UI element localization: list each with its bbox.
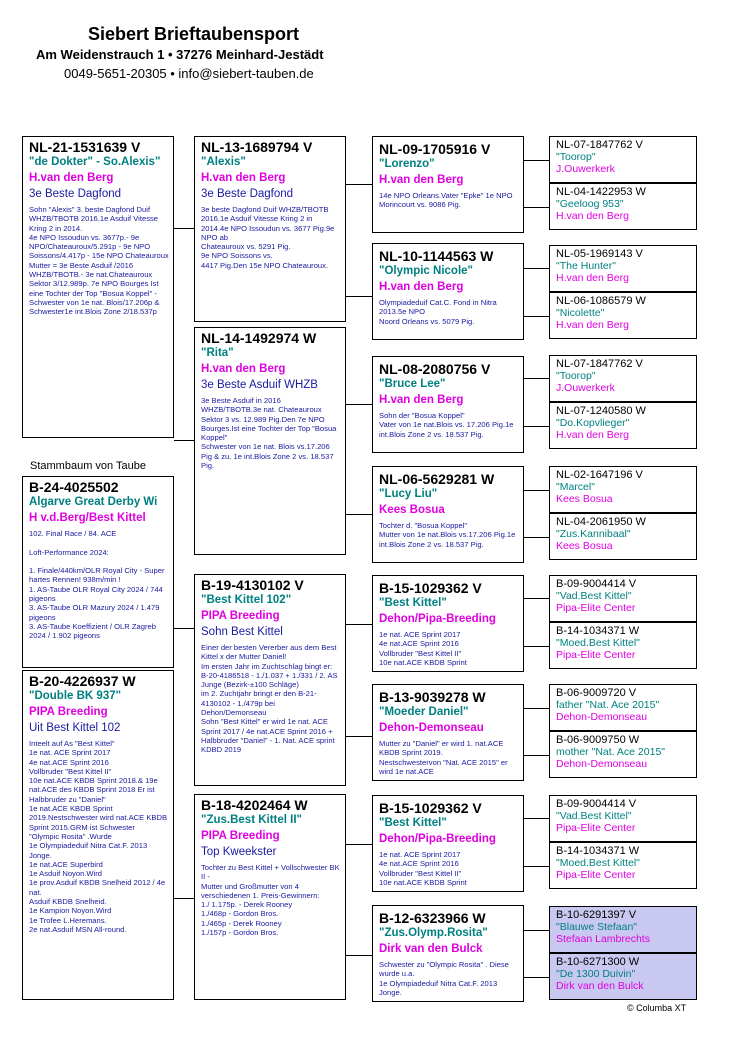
- g3-desc: Schwester zu "Olympic Rosita" . Diese wurde u.a. 1e Olympiadeduif Nitra Cat.F. 2013 Jonge.: [379, 960, 509, 997]
- g4-breeder: Pipa-Elite Center: [556, 822, 636, 834]
- g4-breeder: H.van den Berg: [556, 319, 629, 331]
- g4-name: "Zus.Kannibaal": [556, 528, 631, 540]
- mf-breeder: PIPA Breeding: [201, 610, 280, 622]
- g3-card-5[interactable]: [372, 575, 524, 672]
- g3-breeder: Dehon/Pipa-Breeding: [379, 833, 496, 845]
- subject-name: Algarve Great Derby Wi: [29, 496, 158, 508]
- g4-card-10[interactable]: [549, 622, 697, 669]
- g4-ring: NL-05-1969143 V: [556, 248, 643, 260]
- g3-name: "Zus.Olymp.Rosita": [379, 927, 488, 939]
- father-name: "de Dokter" - So.Alexis": [29, 156, 161, 168]
- g3-name: "Lorenzo": [379, 158, 435, 170]
- fm-name: "Rita": [201, 347, 234, 359]
- fm-subtitle: 3e Beste Asduif WHZB: [201, 379, 318, 391]
- g3-desc: 1e nat. ACE Sprint 2017 4e nat.ACE Sprint 2016 Vollbruder "Best Kittel II" 10e nat.ACE KBDB Sprint: [379, 850, 467, 887]
- g3-card-4[interactable]: [372, 466, 524, 563]
- connector: [524, 160, 549, 161]
- mm-name: "Zus.Best Kittel II": [201, 814, 303, 826]
- g4-ring: B-09-9004414 V: [556, 578, 637, 590]
- connector: [346, 404, 372, 405]
- connector: [524, 537, 549, 538]
- g4-card-15[interactable]: [549, 906, 697, 953]
- connector: [524, 866, 549, 867]
- g4-breeder: Dirk van den Bulck: [556, 980, 644, 992]
- g4-breeder: H.van den Berg: [556, 272, 629, 284]
- g3-ring: B-15-1029362 V: [379, 800, 482, 816]
- g3-desc: Tochter d. "Bosua Koppel" Mutter von 1e nat.Blois vs.17.206 Pig.1e int.Blois Zone 2 vs. 18.537 Pig.: [379, 521, 516, 549]
- g4-card-16[interactable]: [549, 953, 697, 1000]
- father-breeder: H.van den Berg: [29, 172, 114, 184]
- g4-breeder: J.Ouwerkerk: [556, 382, 615, 394]
- g4-card-4[interactable]: [549, 292, 697, 339]
- g3-breeder: H.van den Berg: [379, 174, 464, 186]
- g3-breeder: Dirk van den Bulck: [379, 943, 483, 955]
- g4-name: mother "Nat. Ace 2015": [556, 746, 666, 758]
- g4-ring: NL-02-1647196 V: [556, 469, 643, 481]
- g4-ring: B-09-9004414 V: [556, 798, 637, 810]
- g4-breeder: Stefaan Lambrechts: [556, 933, 650, 945]
- g4-card-5[interactable]: [549, 355, 697, 402]
- mm-ring: B-18-4202464 W: [201, 797, 308, 813]
- connector: [174, 898, 194, 899]
- g3-desc: 1e nat. ACE Sprint 2017 4e nat.ACE Sprint 2016 Vollbruder "Best Kittel II" 10e nat.ACE KBDB Sprint: [379, 630, 467, 667]
- g4-name: "Nicolette": [556, 307, 605, 319]
- g3-ring: NL-09-1705916 V: [379, 141, 491, 157]
- subject-description: 102. Final Race / 84. ACE Loft-Performance 2024: 1. Finale/440km/OLR Royal City - Super hartes Rennen! 938m/min ! 1. AS-Taube OLR Royal City 2024 / 744 pigeons 3. AS-Taube OLR Mazury 2024 / 1.479 pigeons 3. AS-Taube Koeffizient / OLR Zagreb 2024 / 1.902 pigeons: [29, 529, 165, 641]
- connector: [524, 426, 549, 427]
- g3-name: "Lucy Liu": [379, 488, 438, 500]
- ff-ring: NL-13-1689794 V: [201, 139, 313, 155]
- mm-card[interactable]: [194, 794, 346, 1000]
- mother-name: "Double BK 937": [29, 690, 122, 702]
- mother-ring: B-20-4226937 W: [29, 673, 136, 689]
- subject-ring: B-24-4025502: [29, 479, 119, 495]
- g3-ring: B-15-1029362 V: [379, 580, 482, 596]
- g3-card-7[interactable]: [372, 795, 524, 892]
- connector: [346, 296, 372, 297]
- g3-card-1[interactable]: [372, 136, 524, 233]
- g4-name: "Marcel": [556, 481, 595, 493]
- header-contact: 0049-5651-20305 • info@siebert-tauben.de: [64, 66, 314, 81]
- subject-breeder: H v.d.Berg/Best Kittel: [29, 512, 146, 524]
- mm-subtitle: Top Kweekster: [201, 846, 277, 858]
- g3-desc: Mutter zu "Daniel" er wird 1. nat.ACE KBDB Sprint 2019. Nestschwestervon "Nat. ACE 2015" er wird 1e nat.ACE: [379, 739, 508, 776]
- g4-name: "Toorop": [556, 151, 596, 163]
- g4-breeder: Kees Bosua: [556, 540, 613, 552]
- g4-ring: B-14-1034371 W: [556, 845, 640, 857]
- header-title: Siebert Brieftaubensport: [88, 24, 300, 44]
- g3-card-3[interactable]: [372, 356, 524, 453]
- mother-card[interactable]: [22, 670, 174, 1000]
- g4-ring: B-06-9009750 W: [556, 734, 640, 746]
- g4-ring: NL-07-1847762 V: [556, 139, 643, 151]
- g3-ring: B-12-6323966 W: [379, 910, 486, 926]
- stammbaum-label: Stammbaum von Taube: [30, 460, 146, 472]
- g4-name: "Blauwe Stefaan": [556, 921, 638, 933]
- g3-name: "Olympic Nicole": [379, 265, 473, 277]
- mf-subtitle: Sohn Best Kittel: [201, 626, 283, 638]
- g4-breeder: Pipa-Elite Center: [556, 602, 636, 614]
- g4-card-9[interactable]: [549, 575, 697, 622]
- father-subtitle: 3e Beste Dagfond: [29, 188, 122, 200]
- mf-name: "Best Kittel 102": [201, 594, 292, 606]
- connector: [524, 646, 549, 647]
- g3-breeder: H.van den Berg: [379, 281, 464, 293]
- connector: [524, 755, 549, 756]
- g4-name: "Vad.Best Kittel": [556, 810, 632, 822]
- g3-card-8[interactable]: [372, 905, 524, 1002]
- fm-card[interactable]: [194, 327, 346, 555]
- g4-ring: NL-06-1086579 W: [556, 295, 646, 307]
- fm-breeder: H.van den Berg: [201, 363, 286, 375]
- g4-card-2[interactable]: [549, 183, 697, 230]
- ff-subtitle: 3e Beste Dagfond: [201, 188, 294, 200]
- g4-card-8[interactable]: [549, 513, 697, 560]
- connector: [174, 228, 194, 229]
- copyright: © Columba XT: [627, 1003, 687, 1013]
- ff-card[interactable]: [194, 136, 346, 322]
- g3-ring: NL-08-2080756 V: [379, 361, 491, 377]
- mf-card[interactable]: [194, 574, 346, 786]
- mf-description: Einer der besten Vererber aus dem Best Kittel x der Mutter Daniel! Im ersten Jahr im Zuchtschlag bingt er: B-20-4186518 - 1./1.037 + 1./331 / 2. AS Junge (Bezirk-±100 Schläge) im 2. Zuchtjahr bringt er den B-21-4130102 - 1./479p bei Dehon/Demonseau Sohn "Best Kittel" er wird 1e nat. ACE Sprint 2017 / 4e nat.ACE Sprint 2016 + Halbbruder "Daniel" - 1. Nat. ACE sprint KDBD 2019: [201, 643, 338, 755]
- g3-ring: NL-10-1144563 W: [379, 248, 494, 264]
- father-description: Sohn "Alexis" 3. beste Dagfond Duif WHZB/TBOTB 2016.1e Asduif Vitesse Kring 2 in 2014. 4e NPO Issoudun vs. 3677p.- 9e NPO/Chateauroux/5.291p - 9e NPO Soissons/4.417p - 15e NPO Chateauroux Mutter = 3e Beste Asduif /2016 WHZB/TBOTB.- 3e nat.Chateauroux Sektor 3/12.989p. 7e NPO Bourges Ist eine Tochter der Top "Bosua Koppel" - Schwester von 1e nat. Blois/17.206p & Schwester1e int.Blois Zone 2/18.537p: [29, 205, 169, 317]
- g4-card-6[interactable]: [549, 402, 697, 449]
- g3-card-6[interactable]: [372, 684, 524, 781]
- g4-card-12[interactable]: [549, 731, 697, 778]
- mm-description: Tochter zu Best Kittel + Vollschwester BK II - Mutter und Großmutter von 4 verschiedenen 1. Preis-Gewinnern: 1./ 1.175p. - Derek Rooney 1./468p - Gordon Bros. 1./465p - Derek Rooney 1./157p - Gordon Bros.: [201, 863, 340, 938]
- connector: [174, 440, 194, 441]
- g4-ring: B-06-9009720 V: [556, 687, 637, 699]
- g4-name: "Moed.Best Kittel": [556, 637, 640, 649]
- g4-name: "Vad.Best Kittel": [556, 590, 632, 602]
- g3-name: "Moeder Daniel": [379, 706, 469, 718]
- mf-ring: B-19-4130102 V: [201, 577, 304, 593]
- g4-card-7[interactable]: [549, 466, 697, 513]
- g4-card-1[interactable]: [549, 136, 697, 183]
- g4-ring: NL-07-1847762 V: [556, 358, 643, 370]
- g4-name: "Moed.Best Kittel": [556, 857, 640, 869]
- g4-card-14[interactable]: [549, 842, 697, 889]
- g4-breeder: Dehon-Demonseau: [556, 711, 648, 723]
- connector: [346, 514, 372, 515]
- father-ring: NL-21-1531639 V: [29, 139, 141, 155]
- g3-breeder: Kees Bosua: [379, 504, 445, 516]
- g3-ring: B-13-9039278 W: [379, 689, 486, 705]
- g3-name: "Best Kittel": [379, 597, 447, 609]
- connector: [346, 844, 372, 845]
- g4-ring: NL-04-2061950 W: [556, 516, 646, 528]
- connector: [346, 184, 372, 185]
- g4-breeder: Pipa-Elite Center: [556, 649, 636, 661]
- connector: [174, 628, 194, 629]
- ff-breeder: H.van den Berg: [201, 172, 286, 184]
- g4-card-13[interactable]: [549, 795, 697, 842]
- g4-ring: NL-04-1422953 W: [556, 186, 646, 198]
- g3-breeder: Dehon-Demonseau: [379, 722, 484, 734]
- fm-description: 3e Beste Asduif in 2016 WHZB/TBOTB.3e nat. Chateauroux Sektor 3 vs. 12.989 Pig.Den 7e NPO Bourges.Ist eine Tochter der Top "Bosua Koppel" Schwester von 1e nat. Blois vs.17.206 Pig & zu. 1e int.Blois Zone 2 vs. 18.537 Pig.: [201, 396, 337, 471]
- connector: [524, 930, 549, 931]
- g4-ring: B-10-6291397 V: [556, 909, 637, 921]
- g3-ring: NL-06-5629281 W: [379, 471, 495, 487]
- g4-card-11[interactable]: [549, 684, 697, 731]
- connector: [524, 977, 549, 978]
- g3-desc: Olympiadeduif Cat.C. Fond in Nitra 2013.5e NPO Noord Orleans vs. 5079 Pig.: [379, 298, 497, 326]
- g4-breeder: Kees Bosua: [556, 493, 613, 505]
- g4-name: "Toorop": [556, 370, 596, 382]
- g4-breeder: Dehon-Demonseau: [556, 758, 648, 770]
- g4-breeder: Pipa-Elite Center: [556, 869, 636, 881]
- g4-ring: B-10-6271300 W: [556, 956, 640, 968]
- g3-desc: 14e NPO Orleans.Vater "Epke" 1e NPO Morincourt vs. 9086 Pig.: [379, 191, 513, 210]
- g3-breeder: H.van den Berg: [379, 394, 464, 406]
- g4-name: father "Nat. Ace 2015": [556, 699, 660, 711]
- connector: [524, 708, 549, 709]
- g3-card-2[interactable]: [372, 243, 524, 340]
- g3-name: "Best Kittel": [379, 817, 447, 829]
- g4-card-3[interactable]: [549, 245, 697, 292]
- g4-name: "De 1300 Duivin": [556, 968, 636, 980]
- g4-breeder: J.Ouwerkerk: [556, 163, 615, 175]
- connector: [524, 490, 549, 491]
- subject-card[interactable]: [22, 476, 174, 668]
- mm-breeder: PIPA Breeding: [201, 830, 280, 842]
- mother-subtitle: Uit Best Kittel 102: [29, 722, 121, 734]
- connector: [524, 207, 549, 208]
- connector: [524, 378, 549, 379]
- g4-breeder: H.van den Berg: [556, 429, 629, 441]
- fm-ring: NL-14-1492974 W: [201, 330, 317, 346]
- g4-name: "Geeloog 953": [556, 198, 624, 210]
- g4-breeder: H.van den Berg: [556, 210, 629, 222]
- ff-description: 3e beste Dagfond Duif WHZB/TBOTB 2016.1e Asduif Vitesse Kring 2 in 2014.4e NPO Issoudun vs. 3677 Pig.9e NPO ab Chateauroux vs. 5291 Pig. 9e NPO Soissons vs. 4417 Pig.Den 15e NPO Chateauroux.: [201, 205, 335, 270]
- g4-name: "The Hunter": [556, 260, 616, 272]
- g4-ring: B-14-1034371 W: [556, 625, 640, 637]
- connector: [524, 598, 549, 599]
- connector: [346, 955, 372, 956]
- ff-name: "Alexis": [201, 156, 246, 168]
- connector: [524, 268, 549, 269]
- connector: [524, 818, 549, 819]
- g3-name: "Bruce Lee": [379, 378, 446, 390]
- connector: [524, 316, 549, 317]
- header-address: Am Weidenstrauch 1 • 37276 Meinhard-Jestädt: [36, 47, 324, 62]
- connector: [346, 624, 372, 625]
- g4-ring: NL-07-1240580 W: [556, 405, 646, 417]
- father-card[interactable]: [22, 136, 174, 438]
- g4-name: "Do.Kopvlieger": [556, 417, 630, 429]
- connector: [346, 736, 372, 737]
- mother-breeder: PIPA Breeding: [29, 706, 108, 718]
- g3-desc: Sohn der "Bosua Koppel" Vater von 1e nat.Blois vs. 17.206 Pig.1e int.Blois Zone 2 vs. 18.537 Pig.: [379, 411, 514, 439]
- g3-breeder: Dehon/Pipa-Breeding: [379, 613, 496, 625]
- mother-description: Inteelt auf As "Best Kittel" 1e nat. ACE Sprint 2017 4e nat.ACE Sprint 2016 Vollbruder "Best Kittel II" 10e nat.ACE KBDB Sprint 2018.& 19e nat.ACE des KBDB Sprint 2018 Er ist Halbbruder zu "Daniel" 1e nat.ACE KBDB Sprint 2019.Nestschwester wird nat.ACE KBDB Sprint 2015.GRM ist Schwester "Olympic Rosita" .Wurde 1e Olympiadeduif Nitra Cat.F. 2013 Jonge. 1e nat.ACE Superbird 1e Asduif Noyon.Wird 1e prov.Asduif KBDB Snelheid 2012 / 4e nat. Asduif KBDB Snelheid. 1e Kampion Noyon.Wird 1e Trofee L.Heremans. 2e nat.Asduif MSN All-round.: [29, 739, 168, 934]
